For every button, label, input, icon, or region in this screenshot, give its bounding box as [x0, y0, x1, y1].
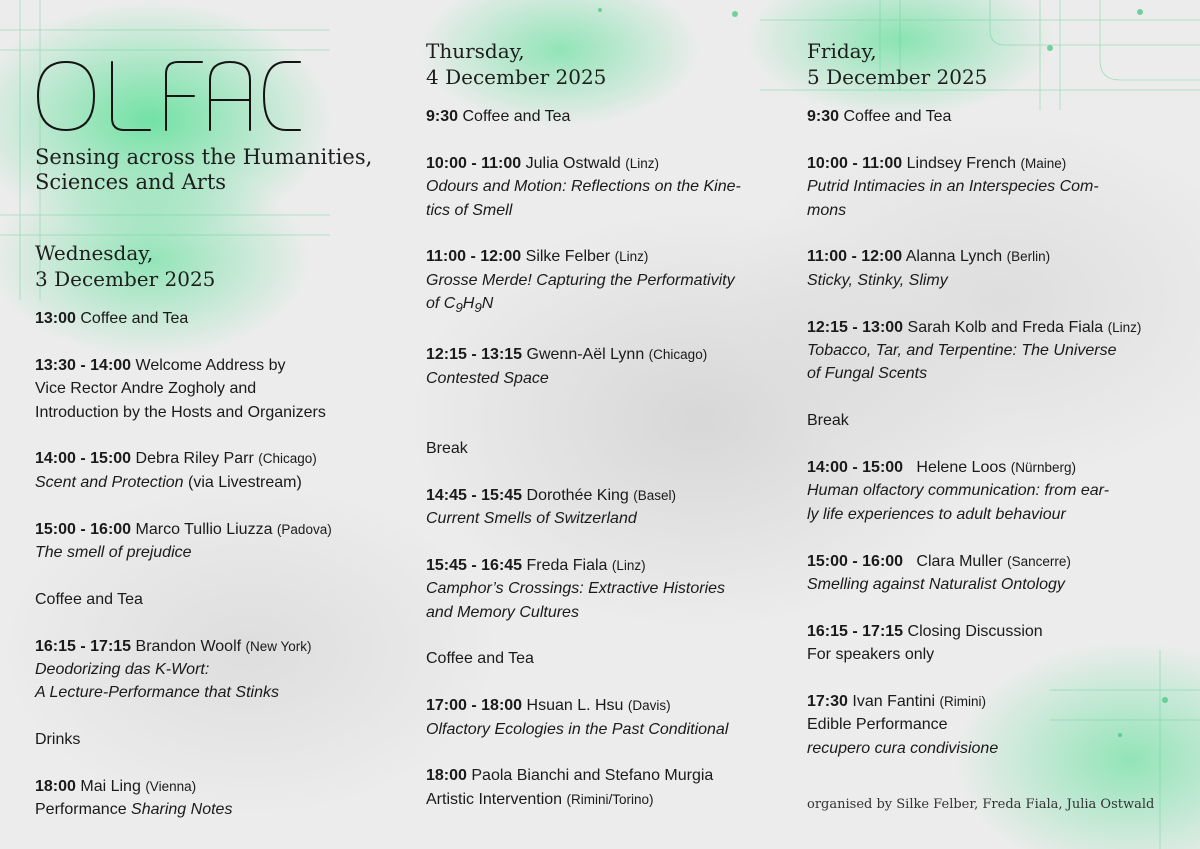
list-item: 10:00 - 11:00 Julia Ostwald (Linz) Odours and Motion: Reflections on the Kine- tics of Smell — [426, 154, 741, 219]
list-item: 11:00 - 12:00 Silke Felber (Linz) Grosse Merde! Capturing the Performativity of $C_9H_9N$ — [426, 248, 735, 316]
list-item: 9:30 Coffee and Tea — [807, 108, 952, 125]
schedule-wednesday — [35, 307, 405, 822]
schedule-thursday — [426, 105, 791, 811]
event-subtitle — [35, 145, 395, 195]
list-item: 10:00 - 11:00 Lindsey French (Maine) Putrid Intimacies in an Interspecies Com- mons — [807, 154, 1099, 219]
list-item: 17:00 - 18:00 Hsuan L. Hsu (Davis) Olfactory Ecologies in the Past Conditional — [426, 697, 729, 738]
list-item: 12:15 - 13:00 Sarah Kolb and Freda Fiala (Linz) Tobacco, Tar, and Terpentine: The Universe of Fungal Scents — [807, 318, 1142, 383]
subtitle-line-2: Sciences and Arts — [35, 170, 227, 194]
list-item: 13:00 Coffee and Tea — [35, 310, 189, 327]
list-item: Break — [807, 412, 849, 430]
list-item: 11:00 - 12:00 Alanna Lynch (Berlin) Sticky, Stinky, Slimy — [807, 248, 1051, 289]
list-item: Drinks — [35, 731, 81, 749]
list-item: 18:00 Paola Bianchi and Stefano Murgia Artistic Intervention (Rimini/Torino) — [426, 767, 714, 808]
olfac-logo — [34, 58, 304, 134]
list-item: 17:30 Ivan Fantini (Rimini) Edible Performance recupero cura condivisione — [807, 693, 999, 757]
subtitle-line-1: Sensing across the Humanities, — [35, 145, 373, 169]
list-item: 16:15 - 17:15 Closing Discussion For speakers only — [807, 622, 1043, 664]
day-heading-thursday: Thursday, 4 December 2025 — [426, 39, 607, 89]
list-item: 9:30 Coffee and Tea — [426, 108, 571, 125]
list-item: 14:00 - 15:00 Helene Loos (Nürnberg) Human olfactory communication: from ear- ly life experiences to adult behaviour — [807, 459, 1110, 523]
organisers-credit: organised by Silke Felber, Freda Fiala, Julia Ostwald — [807, 797, 1155, 812]
list-item: Coffee and Tea — [35, 590, 143, 608]
list-item: 13:30 - 14:00 Welcome Address by Vice Rector Andre Zogholy and Introduction by the Hosts and Organizers — [35, 356, 326, 421]
day-heading-friday: Friday, 5 December 2025 — [807, 39, 988, 89]
list-item: Coffee and Tea — [426, 650, 534, 668]
day-heading-wednesday: Wednesday, 3 December 2025 — [35, 241, 216, 291]
list-item: 15:00 - 16:00 Marco Tullio Liuzza (Padova) The smell of prejudice — [35, 520, 332, 562]
list-item: 12:15 - 13:15 Gwenn-Aël Lynn (Chicago) Contested Space — [426, 346, 708, 387]
list-item: 15:00 - 16:00 Clara Muller (Sancerre) Smelling against Naturalist Ontology — [807, 552, 1071, 594]
list-item: 18:00 Mai Ling (Vienna) Performance Sharing Notes — [35, 778, 233, 819]
list-item: 15:45 - 16:45 Freda Fiala (Linz) Camphor’s Crossings: Extractive Histories and Memory Cultures — [426, 556, 726, 621]
list-item: 16:15 - 17:15 Brandon Woolf (New York) Deodorizing das K-Wort: A Lecture-Performance that Stinks — [35, 637, 312, 702]
list-item: 14:45 - 15:45 Dorothée King (Basel) Current Smells of Switzerland — [426, 486, 677, 528]
list-item: 14:00 - 15:00 Debra Riley Parr (Chicago) Scent and Protection (via Livestream) — [35, 450, 317, 491]
schedule-friday — [807, 105, 1192, 760]
list-item: Break — [426, 439, 468, 457]
